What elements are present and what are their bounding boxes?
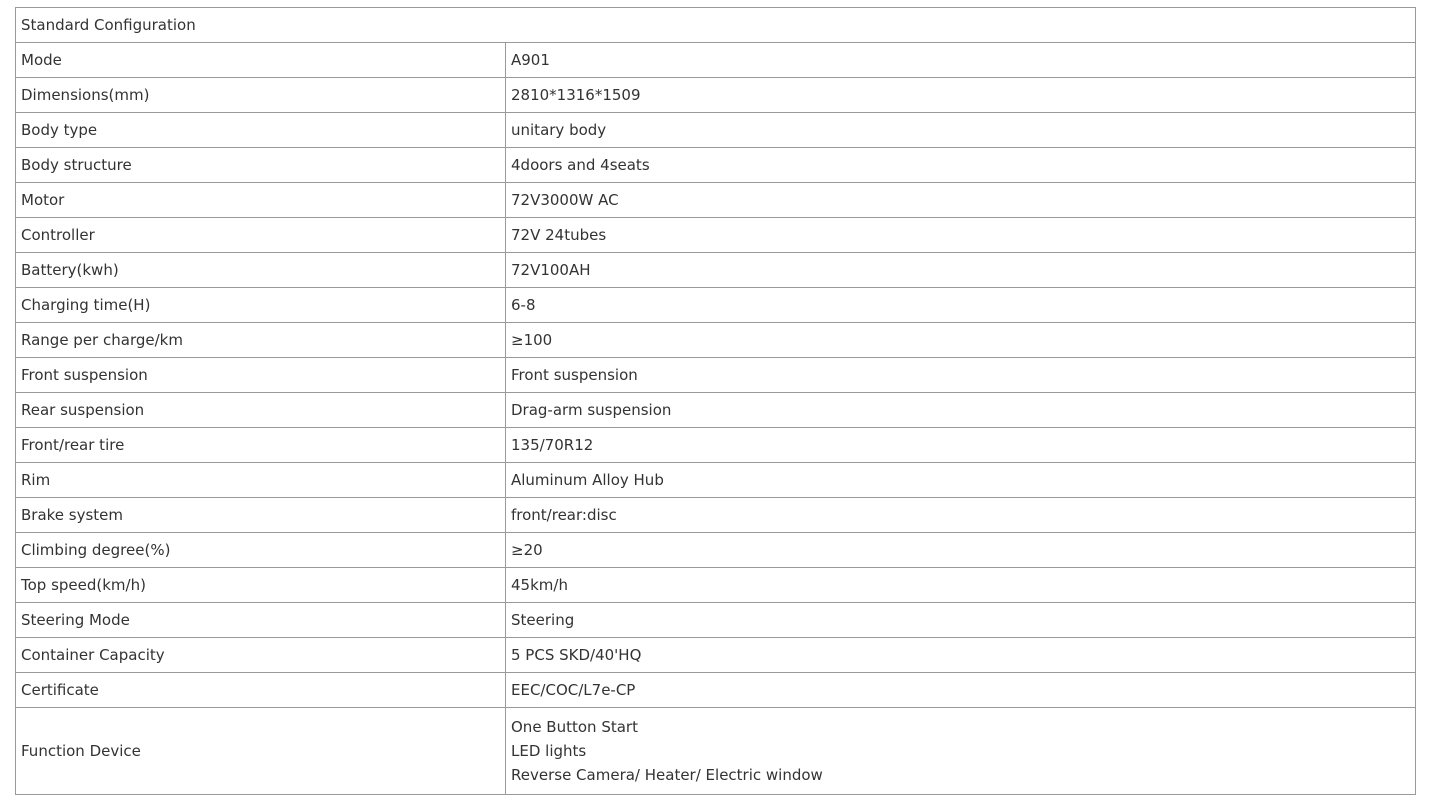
row-label: Body structure — [16, 148, 506, 183]
row-label: Certificate — [16, 673, 506, 708]
row-value: 2810*1316*1509 — [506, 78, 1416, 113]
table-row — [16, 498, 1416, 533]
table-row — [16, 533, 1416, 568]
row-label: Mode — [16, 43, 506, 78]
row-value: A901 — [506, 43, 1416, 78]
row-value: 72V3000W AC — [506, 183, 1416, 218]
row-label: Front suspension — [16, 358, 506, 393]
row-label: Body type — [16, 113, 506, 148]
row-value: Drag-arm suspension — [506, 393, 1416, 428]
table-row — [16, 78, 1416, 113]
table-row — [16, 568, 1416, 603]
row-value: 45km/h — [506, 568, 1416, 603]
function-line: LED lights — [511, 742, 587, 760]
row-label: Dimensions(mm) — [16, 78, 506, 113]
row-label: Front/rear tire — [16, 428, 506, 463]
table-row — [16, 393, 1416, 428]
row-label: Motor — [16, 183, 506, 218]
table-row — [16, 183, 1416, 218]
table-row — [16, 288, 1416, 323]
table-row-function-device — [16, 708, 1416, 795]
row-value: 135/70R12 — [506, 428, 1416, 463]
row-value — [506, 708, 1416, 795]
row-value: ≥20 — [506, 533, 1416, 568]
row-value: 4doors and 4seats — [506, 148, 1416, 183]
function-line: Reverse Camera/ Heater/ Electric window — [511, 766, 823, 784]
table-row — [16, 358, 1416, 393]
row-label: Rear suspension — [16, 393, 506, 428]
row-label: Steering Mode — [16, 603, 506, 638]
table-header-row — [16, 8, 1416, 43]
row-value: 5 PCS SKD/40'HQ — [506, 638, 1416, 673]
row-value: Steering — [506, 603, 1416, 638]
row-label: Charging time(H) — [16, 288, 506, 323]
table-row — [16, 43, 1416, 78]
table-row — [16, 148, 1416, 183]
table-row — [16, 113, 1416, 148]
spec-table-body — [16, 8, 1416, 795]
table-header: Standard Configuration — [16, 8, 1416, 43]
row-value: unitary body — [506, 113, 1416, 148]
row-value: Front suspension — [506, 358, 1416, 393]
table-row — [16, 323, 1416, 358]
table-row — [16, 253, 1416, 288]
row-label: Range per charge/km — [16, 323, 506, 358]
row-value: front/rear:disc — [506, 498, 1416, 533]
row-label: Function Device — [16, 708, 506, 795]
row-label: Climbing degree(%) — [16, 533, 506, 568]
row-label: Brake system — [16, 498, 506, 533]
row-value: Aluminum Alloy Hub — [506, 463, 1416, 498]
row-value: EEC/COC/L7e-CP — [506, 673, 1416, 708]
table-row — [16, 638, 1416, 673]
row-label: Top speed(km/h) — [16, 568, 506, 603]
row-label: Controller — [16, 218, 506, 253]
row-label: Container Capacity — [16, 638, 506, 673]
row-value: 72V100AH — [506, 253, 1416, 288]
table-row — [16, 673, 1416, 708]
row-value: 6-8 — [506, 288, 1416, 323]
table-row — [16, 218, 1416, 253]
spec-table — [15, 7, 1416, 795]
table-row — [16, 428, 1416, 463]
function-line: One Button Start — [511, 718, 638, 736]
row-value: 72V 24tubes — [506, 218, 1416, 253]
table-row — [16, 463, 1416, 498]
row-label: Battery(kwh) — [16, 253, 506, 288]
row-value: ≥100 — [506, 323, 1416, 358]
row-label: Rim — [16, 463, 506, 498]
table-row — [16, 603, 1416, 638]
